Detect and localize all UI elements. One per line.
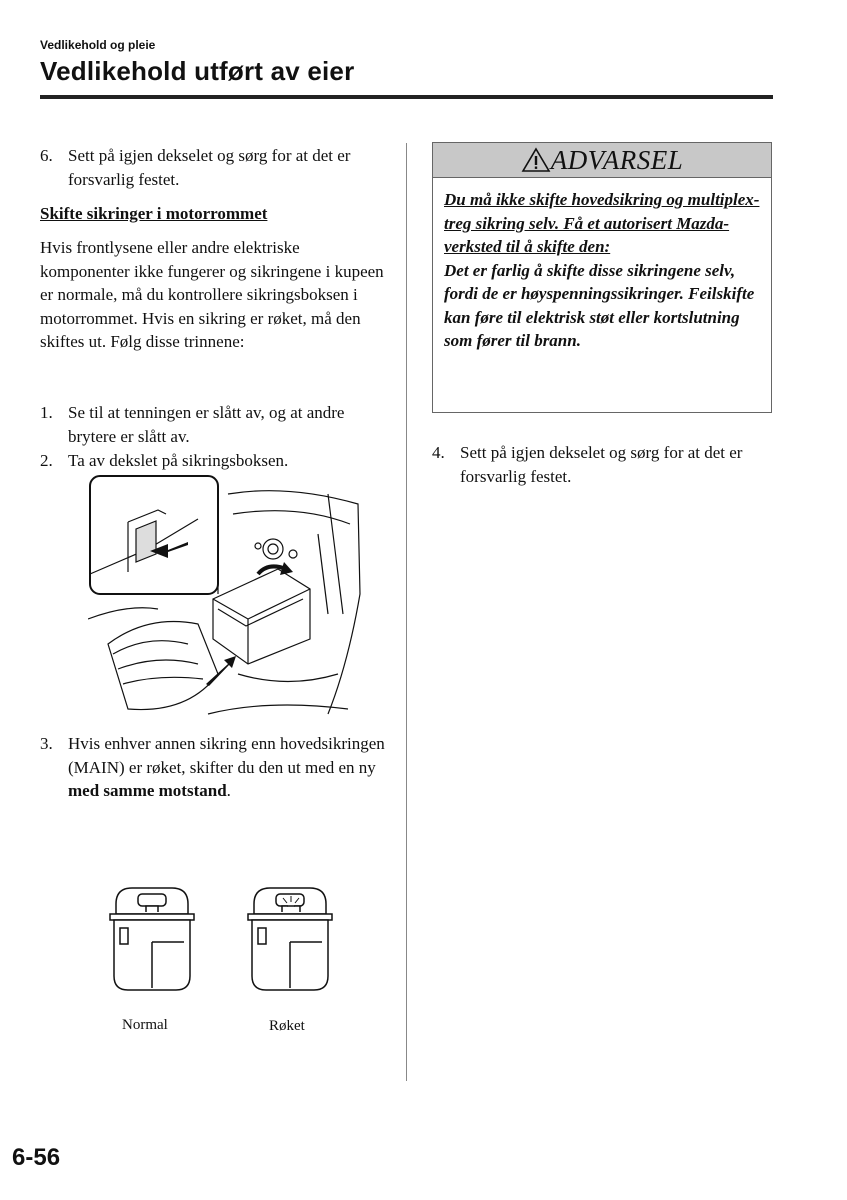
step-number: 2. [40,451,53,470]
step-number: 4. [432,443,445,462]
step-number: 3. [40,734,53,753]
warning-underlined-text: Du må ikke skifte hovedsikring og multiplex-treg sikring selv. Få et autorisert Mazda-verksted til å skifte den: [444,190,760,256]
step-text: Hvis enhver annen sikring enn hovedsikringen (MAIN) er røket, skifter du den ut med en ny [68,734,385,777]
step-text-bold: med samme motstand [68,781,227,800]
intro-paragraph: Hvis frontlysene eller andre elektriske komponenter ikke fungerer og sikringene i kupeen er normale, må du kontrollere sikringsboksen i motorrommet. Hvis en sikring er røket, må den skiftes ut. Følg disse trinnene: [40,238,384,351]
subheading: Skifte sikringer i motorrommet [40,204,268,223]
step-text: Sett på igjen dekselet og sørg for at det er forsvarlig festet. [68,146,351,189]
warning-triangle-icon [521,147,551,173]
step-4 [432,441,777,488]
step-2 [40,449,385,473]
step-1 [40,401,385,448]
step-6 [40,144,385,191]
step-text: Ta av dekslet på sikringsboksen. [68,451,289,470]
engine-fuse-box-illustration [88,474,363,724]
step-text-end: . [226,781,231,800]
step-text: Se til at tenningen er slått av, og at andre brytere er slått av. [68,403,345,446]
step-number: 6. [40,146,53,165]
warning-title: ADVARSEL [550,144,684,175]
page-number: 6-56 [12,1144,61,1171]
fuse-caption-normal: Normal [122,1017,168,1033]
blown-fuse-illustration [244,884,336,996]
fuse-caption-blown: Røket [269,1018,305,1034]
column-divider [406,143,407,1081]
step-3 [40,732,385,803]
warning-box [432,142,772,413]
header-rule [40,95,773,99]
step-text: Sett på igjen dekselet og sørg for at det er forsvarlig festet. [460,443,743,486]
section-label: Vedlikehold og pleie [40,38,156,52]
normal-fuse-illustration [106,884,198,996]
step-number: 1. [40,403,53,422]
page-title: Vedlikehold utført av eier [40,56,355,86]
warning-body [444,188,760,353]
warning-text: Det er farlig å skifte disse sikringene selv, fordi de er høyspenningssikringer. Feilskifte kan føre til elektrisk støt eller kortslutning som fører til brann. [444,260,755,350]
warning-header [433,143,771,178]
